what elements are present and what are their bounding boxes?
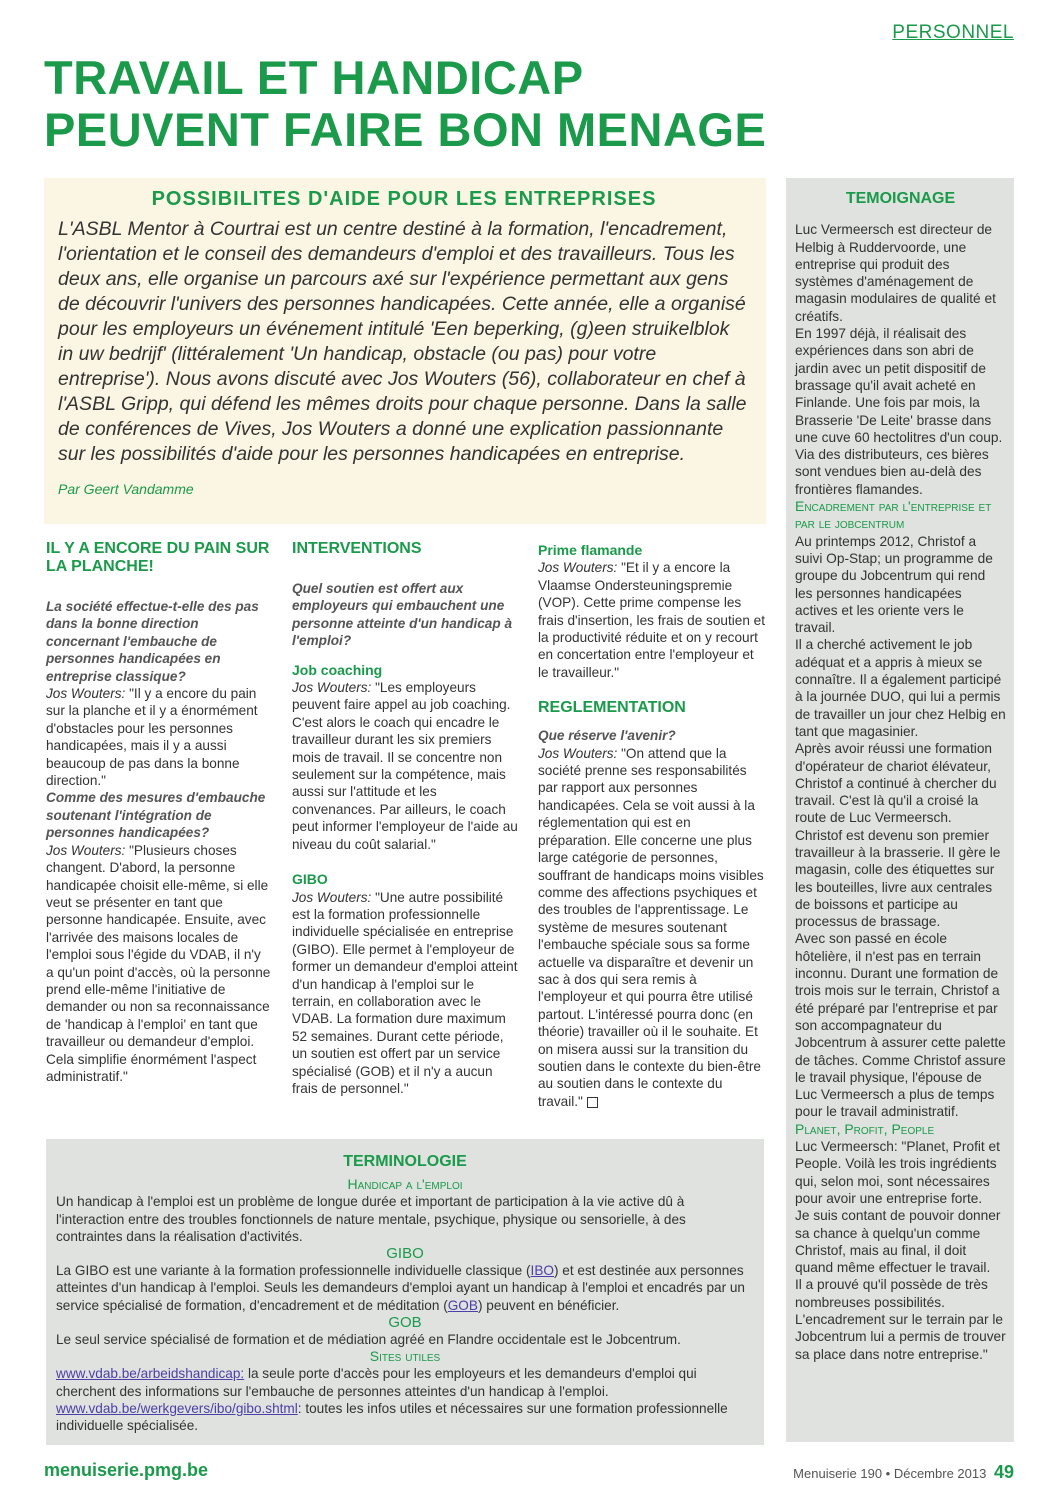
question-1: La société effectue-t-elle des pas dans la bonne direction concernant l'embauche de personnes handicapées en entreprise classique? <box>46 599 259 684</box>
sidebar-paragraph: Il a prouvé qu'il possède de très nombreuses possibilités. L'encadrement sur le terrain par le Jobcentrum lui a permis de trouver sa place dans notre entreprise." <box>795 1277 1006 1362</box>
answer-1 <box>46 685 272 789</box>
page-number: 49 <box>993 1462 1014 1482</box>
answer-6 <box>538 745 766 1111</box>
subheading-job-coaching: Job coaching <box>292 661 383 678</box>
author-byline: Par Geert Vandamme <box>58 481 194 497</box>
term-text-part: ) et est destinée aux personnes atteintes d'un handicap à l'emploi. Seuls les demandeurs d'emploi ayant un handicap à l'emploi et encadrés par un service spécialisé de formation, d'encadrement et de méditation ( <box>56 1263 745 1313</box>
title-line-1: TRAVAIL ET HANDICAP <box>44 51 584 104</box>
answer-text: "Plusieurs choses changent. D'abord, la personne handicapée choisit elle-même, si elle veut se présenter en tant que personne handicapée. Ensuite, avec l'arrivée des maisons locales de l'emploi sous l'égide du VDAB, il n'y a qu'un point d'accès, où la personne prend elle-même l'initiative de demander ou non sa reconnaissance de 'handicap à l'emploi' en tant que travailleur ou demandeur d'emploi. Cela simplifie énormément l'aspect administratif." <box>46 842 271 1084</box>
question-4: Que réserve l'avenir? <box>538 728 676 744</box>
sidebar-paragraph: Au printemps 2012, Christof a suivi Op-Stap; un programme de groupe du Jobcentrum qui rend les personnes handicapées actives et les oriente vers le travail. <box>795 533 993 636</box>
intro-lead: L'ASBL Mentor à Courtrai est un centre destiné à la formation, l'encadrement, l'orientation et le conseil des demandeurs d'emploi et des travailleurs. Tous les deux ans, elle organise un parcours axé sur l'expérience permettant aux gens de découvrir l'univers des personnes handicapées. Cette année, elle a organisé pour les employeurs un événement intitulé 'Een beperking, (g)een struikelblok in uw bedrijf' (littéralement 'Un handicap, obstacle (ou pas) pour votre entreprise'). Nous avons discuté avec Jos Wouters (56), collaborateur en chef à l'ASBL Gripp, qui défend les mêmes droits pour chaque personne. Dans la salle de conférences de Vives, Jos Wouters a donné une explication passionnante sur les possibilités d'aide pour les personnes handicapées en entreprise. <box>58 218 747 465</box>
answer-text: "Une autre possibilité est la formation professionnelle individuelle spécialisée en entreprise (GIBO). Elle permet à l'employeur de former un demandeur d'emploi atteint d'un handicap à l'emploi sur le terrain, en collaboration avec le VDAB. La formation dure maximum 52 semaines. Durant cette période, un soutien est offert par un service spécialisé (GOB) et il n'y a aucun frais de personnel." <box>292 889 518 1096</box>
subheading-gibo: GIBO <box>292 871 328 888</box>
speaker: Jos Wouters: <box>292 889 372 905</box>
speaker: Jos Wouters: <box>538 745 618 761</box>
term-text: Le seul service spécialisé de formation et de médiation agréé en Flandre occidentale est le Jobcentrum. <box>56 1332 681 1348</box>
term-text <box>56 1400 754 1434</box>
testimony-sidebar <box>786 178 1014 1442</box>
section-link-personnel[interactable]: PERSONNEL <box>892 22 1014 43</box>
footer-site-link[interactable]: menuiserie.pmg.be <box>44 1460 209 1480</box>
sidebar-paragraph: Je suis contant de pouvoir donner sa chance à quelqu'un comme Christof, mais au final, il doit quand même effectuer le travail. <box>795 1208 1001 1276</box>
answer-5 <box>538 559 766 681</box>
sidebar-paragraph: Après avoir réussi une formation d'opérateur de chariot élévateur, Christof a continué à chercher du travail. C'est là qu'il a croisé la route de Luc Vermeersch. <box>795 741 997 826</box>
subheading-prime-flamande: Prime flamande <box>538 542 643 558</box>
sidebar-paragraph: En 1997 déjà, il réalisait des expériences dans son abri de jardin avec un petit dispositif de brassage qu'il avait acheté en Finlande. Une fois par mois, la Brasserie 'De Leite' brasse dans une cuve 60 hectolitres d'un coup. <box>795 326 1003 445</box>
terminology-heading: TERMINOLOGIE <box>343 1153 467 1170</box>
end-mark-box-icon <box>587 1097 598 1108</box>
page-title <box>44 52 944 156</box>
vdab-gibo-link[interactable]: www.vdab.be/werkgevers/ibo/gibo.shtml <box>56 1400 298 1416</box>
term-subheading: Sites utiles <box>369 1348 441 1365</box>
gob-link[interactable]: GOB <box>447 1297 478 1313</box>
answer-text: "Il y a encore du pain sur la planche et il y a énormément d'obstacles pour les personnes handicapées, mais il y a aussi beaucoup de pas dans la bonne direction." <box>46 686 258 789</box>
question-3: Quel soutien est offert aux employeurs qui embauchent une personne atteinte d'un handicap à l'emploi? <box>292 581 513 649</box>
sidebar-heading: TEMOIGNAGE <box>845 190 956 207</box>
answer-4 <box>292 889 518 1098</box>
speaker: Jos Wouters: <box>538 560 618 576</box>
term-subheading: GOB <box>388 1313 422 1331</box>
term-text: Un handicap à l'emploi est un problème de longue durée et important de participation à la vie active dû à l'interaction entre des troubles fonctionnels de nature mentale, psychique, physique ou sensorielle, à des contraintes dans la réalisation d'activités. <box>56 1194 686 1244</box>
sidebar-paragraph: Christof est devenu son premier travailleur à la brasserie. Il gère le magasin, colle des étiquettes sur les bouteilles, livre aux centrales de boissons et participe au processus de brassage. <box>795 827 1001 930</box>
column-3-heading: REGLEMENTATION <box>538 699 686 717</box>
term-text <box>56 1365 754 1399</box>
title-line-2: PEUVENT FAIRE BON MENAGE <box>44 103 767 156</box>
answer-2 <box>46 842 272 1086</box>
term-text-part: la seule porte d'accès pour les employeurs et les demandeurs d'emploi qui cherchent des informations sur l'embauche de personnes atteintes d'un handicap à l'emploi. <box>56 1366 697 1399</box>
sidebar-subheading: Planet, Profit, People <box>795 1120 935 1137</box>
sidebar-paragraph: Avec son passé en école hôtelière, il n'est pas en terrain inconnu. Durant une formation de trois mois sur le terrain, Christof a été préparé par l'entreprise et par son accompagnateur du Jobcentrum à assurer cette palette de tâches. Comme Christof assure le travail physique, l'épouse de Luc Vermeersch a plus de temps pour le travail administratif. <box>795 931 1006 1120</box>
answer-3 <box>292 679 518 853</box>
speaker: Jos Wouters: <box>46 842 126 858</box>
answer-text: "Et il y a encore la Vlaamse Ondersteuningspremie (VOP). Cette prime compense les frais d'insertion, les frais de soutien et la productivité réduite et on y recourt en concertation entre l'employeur et le travailleur." <box>538 560 766 680</box>
question-2: Comme des mesures d'embauche soutenant l'intégration de personnes handicapées? <box>46 790 266 841</box>
column-1-heading: IL Y A ENCORE DU PAIN SUR LA PLANCHE! <box>46 540 270 575</box>
issue-info: Menuiserie 190 • Décembre 2013 <box>793 1466 987 1481</box>
term-subheading: GIBO <box>386 1245 424 1263</box>
ibo-link[interactable]: IBO <box>530 1263 554 1279</box>
sidebar-paragraph: Luc Vermeersch: "Planet, Profit et People. Voilà les trois ingrédients qui, selon moi, sont nécessaires pour avoir une entreprise forte. <box>795 1139 1000 1206</box>
sidebar-paragraph: Luc Vermeersch est directeur de Helbig à Ruddervoorde, une entreprise qui produit des systèmes d'aménagement de magasin modulaires de qualité et créatifs. <box>795 222 996 324</box>
term-text-part: : toutes les infos utiles et nécessaires sur une formation professionnelle individuelle spécialisée. <box>56 1400 728 1434</box>
intro-box <box>44 178 766 524</box>
terminology-box <box>46 1139 764 1445</box>
vdab-arbeidshandicap-link[interactable]: www.vdab.be/arbeidshandicap: <box>56 1366 245 1382</box>
speaker: Jos Wouters: <box>46 686 126 702</box>
term-text-part: ) peuvent en bénéficier. <box>477 1297 620 1313</box>
answer-text: "On attend que la société prenne ses responsabilités par rapport aux personnes handicapées. Cela se voit aussi à la réglementation qui est en préparation. Elle concerne une plus large catégorie de personnes, souffrant de handicaps moins visibles comme des affections psychiques et des troubles de l'apprentissage. Le système de mesures soutenant l'embauche spéciale sous sa forme actuelle va disparaître et devenir un sac à dos qui sera remis à l'employeur et qui pourra être utilisé partout. L'intéressé pourra donc (en théorie) travailler où il le souhaite. Et on misera aussi sur la transition du soutien dans le contexte du bien-être au soutien dans le contexte du travail." <box>538 745 764 1109</box>
column-3 <box>538 540 766 1110</box>
sidebar-subheading: Encadrement par l'entreprise et par le jobcentrum <box>795 498 992 532</box>
intro-heading: POSSIBILITES D'AIDE POUR LES ENTREPRISES <box>151 188 657 210</box>
column-2-heading: INTERVENTIONS <box>292 540 422 557</box>
term-text-part: La GIBO est une variante à la formation professionnelle individuelle classique ( <box>56 1263 531 1279</box>
speaker: Jos Wouters: <box>292 680 372 696</box>
answer-text: "Les employeurs peuvent faire appel au job coaching. C'est alors le coach qui encadre le travailleur durant les six premiers mois de travail. Il se concentre non seulement sur la compétence, mais aussi sur l'attitude et les convenances. Par ailleurs, le coach peut informer l'employeur de l'aide au niveau du coût salarial." <box>292 680 518 852</box>
sidebar-paragraph: Via des distributeurs, ces bières sont vendues bien au-delà des frontières flamandes. <box>795 447 989 497</box>
term-text <box>56 1262 754 1314</box>
sidebar-paragraph: Il a cherché activement le job adéquat et a appris à mieux se connaître. Il a également participé à la journée DUO, qui lui a permis de travailler un jour chez Helbig en tant que magasinier. <box>795 637 1006 739</box>
footer-issue <box>793 1462 1014 1483</box>
term-subheading: Handicap a l'emploi <box>347 1176 463 1193</box>
column-2 <box>292 540 518 1097</box>
column-1 <box>46 540 272 1085</box>
